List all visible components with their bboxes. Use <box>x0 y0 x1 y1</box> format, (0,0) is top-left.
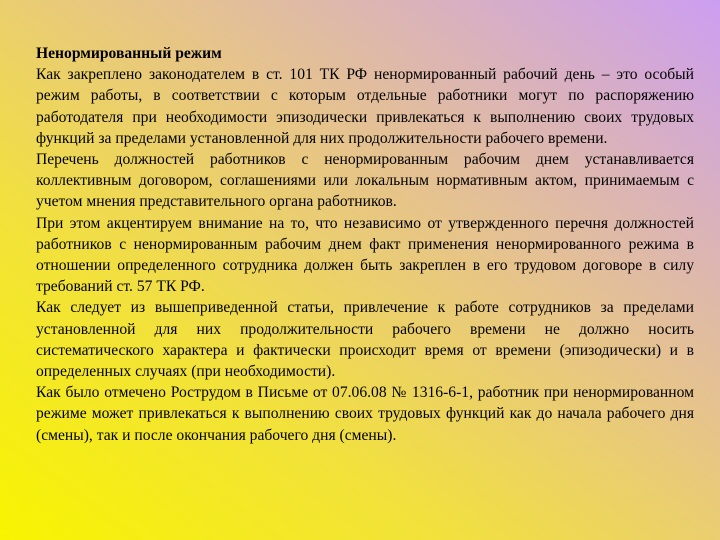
paragraph-2: Перечень должностей работников с ненормированным рабочим днем устанавливается коллективным договором, соглашениями или локальным нормативным актом, принимаемым с учетом мнения представительного органа работников. <box>36 151 694 211</box>
paragraph-4: Как следует из вышеприведенной статьи, привлечение к работе сотрудников за пределами установленной для них продолжительности рабочего времени не должно носить систематического характера и фактически происходит время от времени (эпизодически) и в определенных случаях (при необходимости). <box>36 299 694 381</box>
paragraph-1: Как закреплено законодателем в ст. 101 ТК РФ ненормированный рабочий день – это особый режим работы, в соответствии с которым отдельные работники могут по распоряжению работодателя при необходимости эпизодически привлекаться к выполнению своих трудовых функций за пределами установленной для них продолжительности рабочего времени. <box>36 66 694 147</box>
slide-title: Ненормированный режим <box>36 45 222 62</box>
paragraph-5: Как было отмечено Рострудом в Письме от 07.06.08 № 1316-6-1, работник при ненормированном режиме может привлекаться к выполнению своих трудовых функций как до начала рабочего дня (смены), так и после окончания рабочего дня (смены). <box>36 384 694 444</box>
slide-content <box>36 43 694 446</box>
paragraph-3: При этом акцентируем внимание на то, что независимо от утвержденного перечня должностей работников с ненормированным рабочим днем факт применения ненормированного режима в отношении определенного сотрудника должен быть закреплен в его трудовом договоре в силу требований ст. 57 ТК РФ. <box>36 214 694 296</box>
